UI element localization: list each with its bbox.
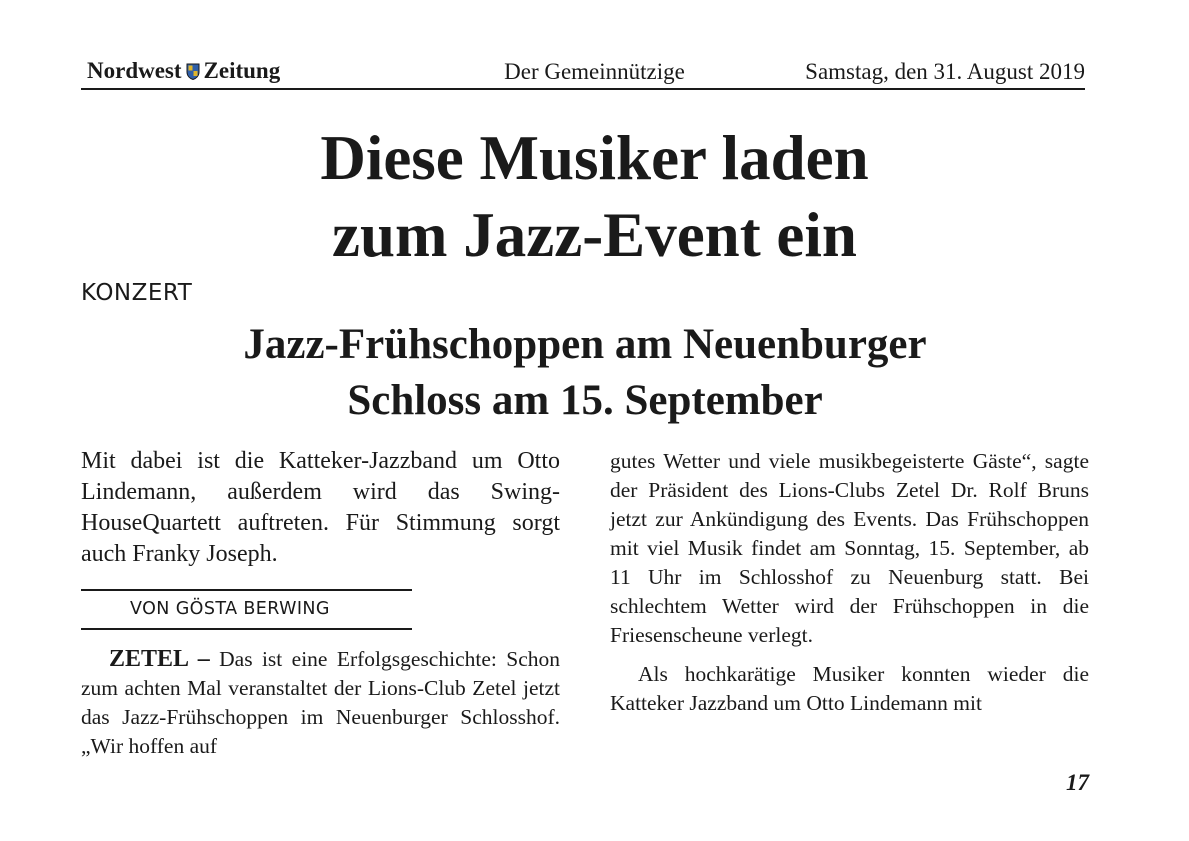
issue-date: Samstag, den 31. August 2019 bbox=[805, 59, 1085, 84]
body-paragraph: Als hochkarätige Musiker konnten wieder die Katteker Jazzband um Otto Lindemann mit bbox=[610, 662, 1089, 715]
page-number: 17 bbox=[1066, 770, 1089, 795]
header-divider bbox=[81, 88, 1085, 90]
rubric-label: KONZERT bbox=[81, 280, 193, 306]
section-name: Der Gemeinnützige bbox=[504, 59, 685, 84]
subheadline-line: Jazz-Frühschoppen am Neuenburger bbox=[243, 321, 927, 368]
lead-text: Mit dabei ist die Katteker-Jazzband um Otto Lindemann, außerdem wird das Swing-HouseQuartett auftreten. Für Stimmung sorgt auch Franky Joseph. bbox=[81, 448, 560, 567]
lead-paragraph bbox=[81, 446, 560, 570]
subheadline bbox=[0, 317, 1170, 429]
article-body-column-2 bbox=[610, 447, 1089, 718]
headline-line: Diese Musiker laden bbox=[320, 123, 869, 193]
byline-rule-top bbox=[81, 589, 412, 591]
brand-name-right: Zeitung bbox=[203, 58, 281, 83]
body-paragraph bbox=[81, 645, 560, 761]
brand-name-left: Nordwest bbox=[87, 58, 182, 83]
byline-rule-bottom bbox=[81, 628, 412, 630]
headline-line: zum Jazz-Event ein bbox=[332, 200, 857, 270]
byline: VON GÖSTA BERWING bbox=[130, 599, 330, 619]
dateline: ZETEL – bbox=[109, 646, 210, 672]
body-text: Das ist eine Erfolgsgeschichte: Schon zum achten Mal veranstaltet der Lions-Club Zetel jetzt das Jazz-Frühschoppen im Neuenburger Schlosshof. „Wir hoffen auf bbox=[81, 647, 560, 758]
article-body-column-1 bbox=[81, 645, 560, 761]
body-paragraph: gutes Wetter und viele musikbegeisterte Gäste“, sagte der Präsident des Lions-Clubs Zetel Dr. Rolf Bruns jetzt zur Ankündigung des Events. Das Frühschoppen mit viel Musik findet am Sonntag, 15. September, ab 11 Uhr im Schlosshof zu Neuenburg statt. Bei schlechtem Wetter wird der Frühschoppen in die Friesenscheune verlegt. bbox=[610, 449, 1089, 647]
headline bbox=[0, 120, 1189, 274]
subheadline-line: Schloss am 15. September bbox=[347, 377, 823, 424]
